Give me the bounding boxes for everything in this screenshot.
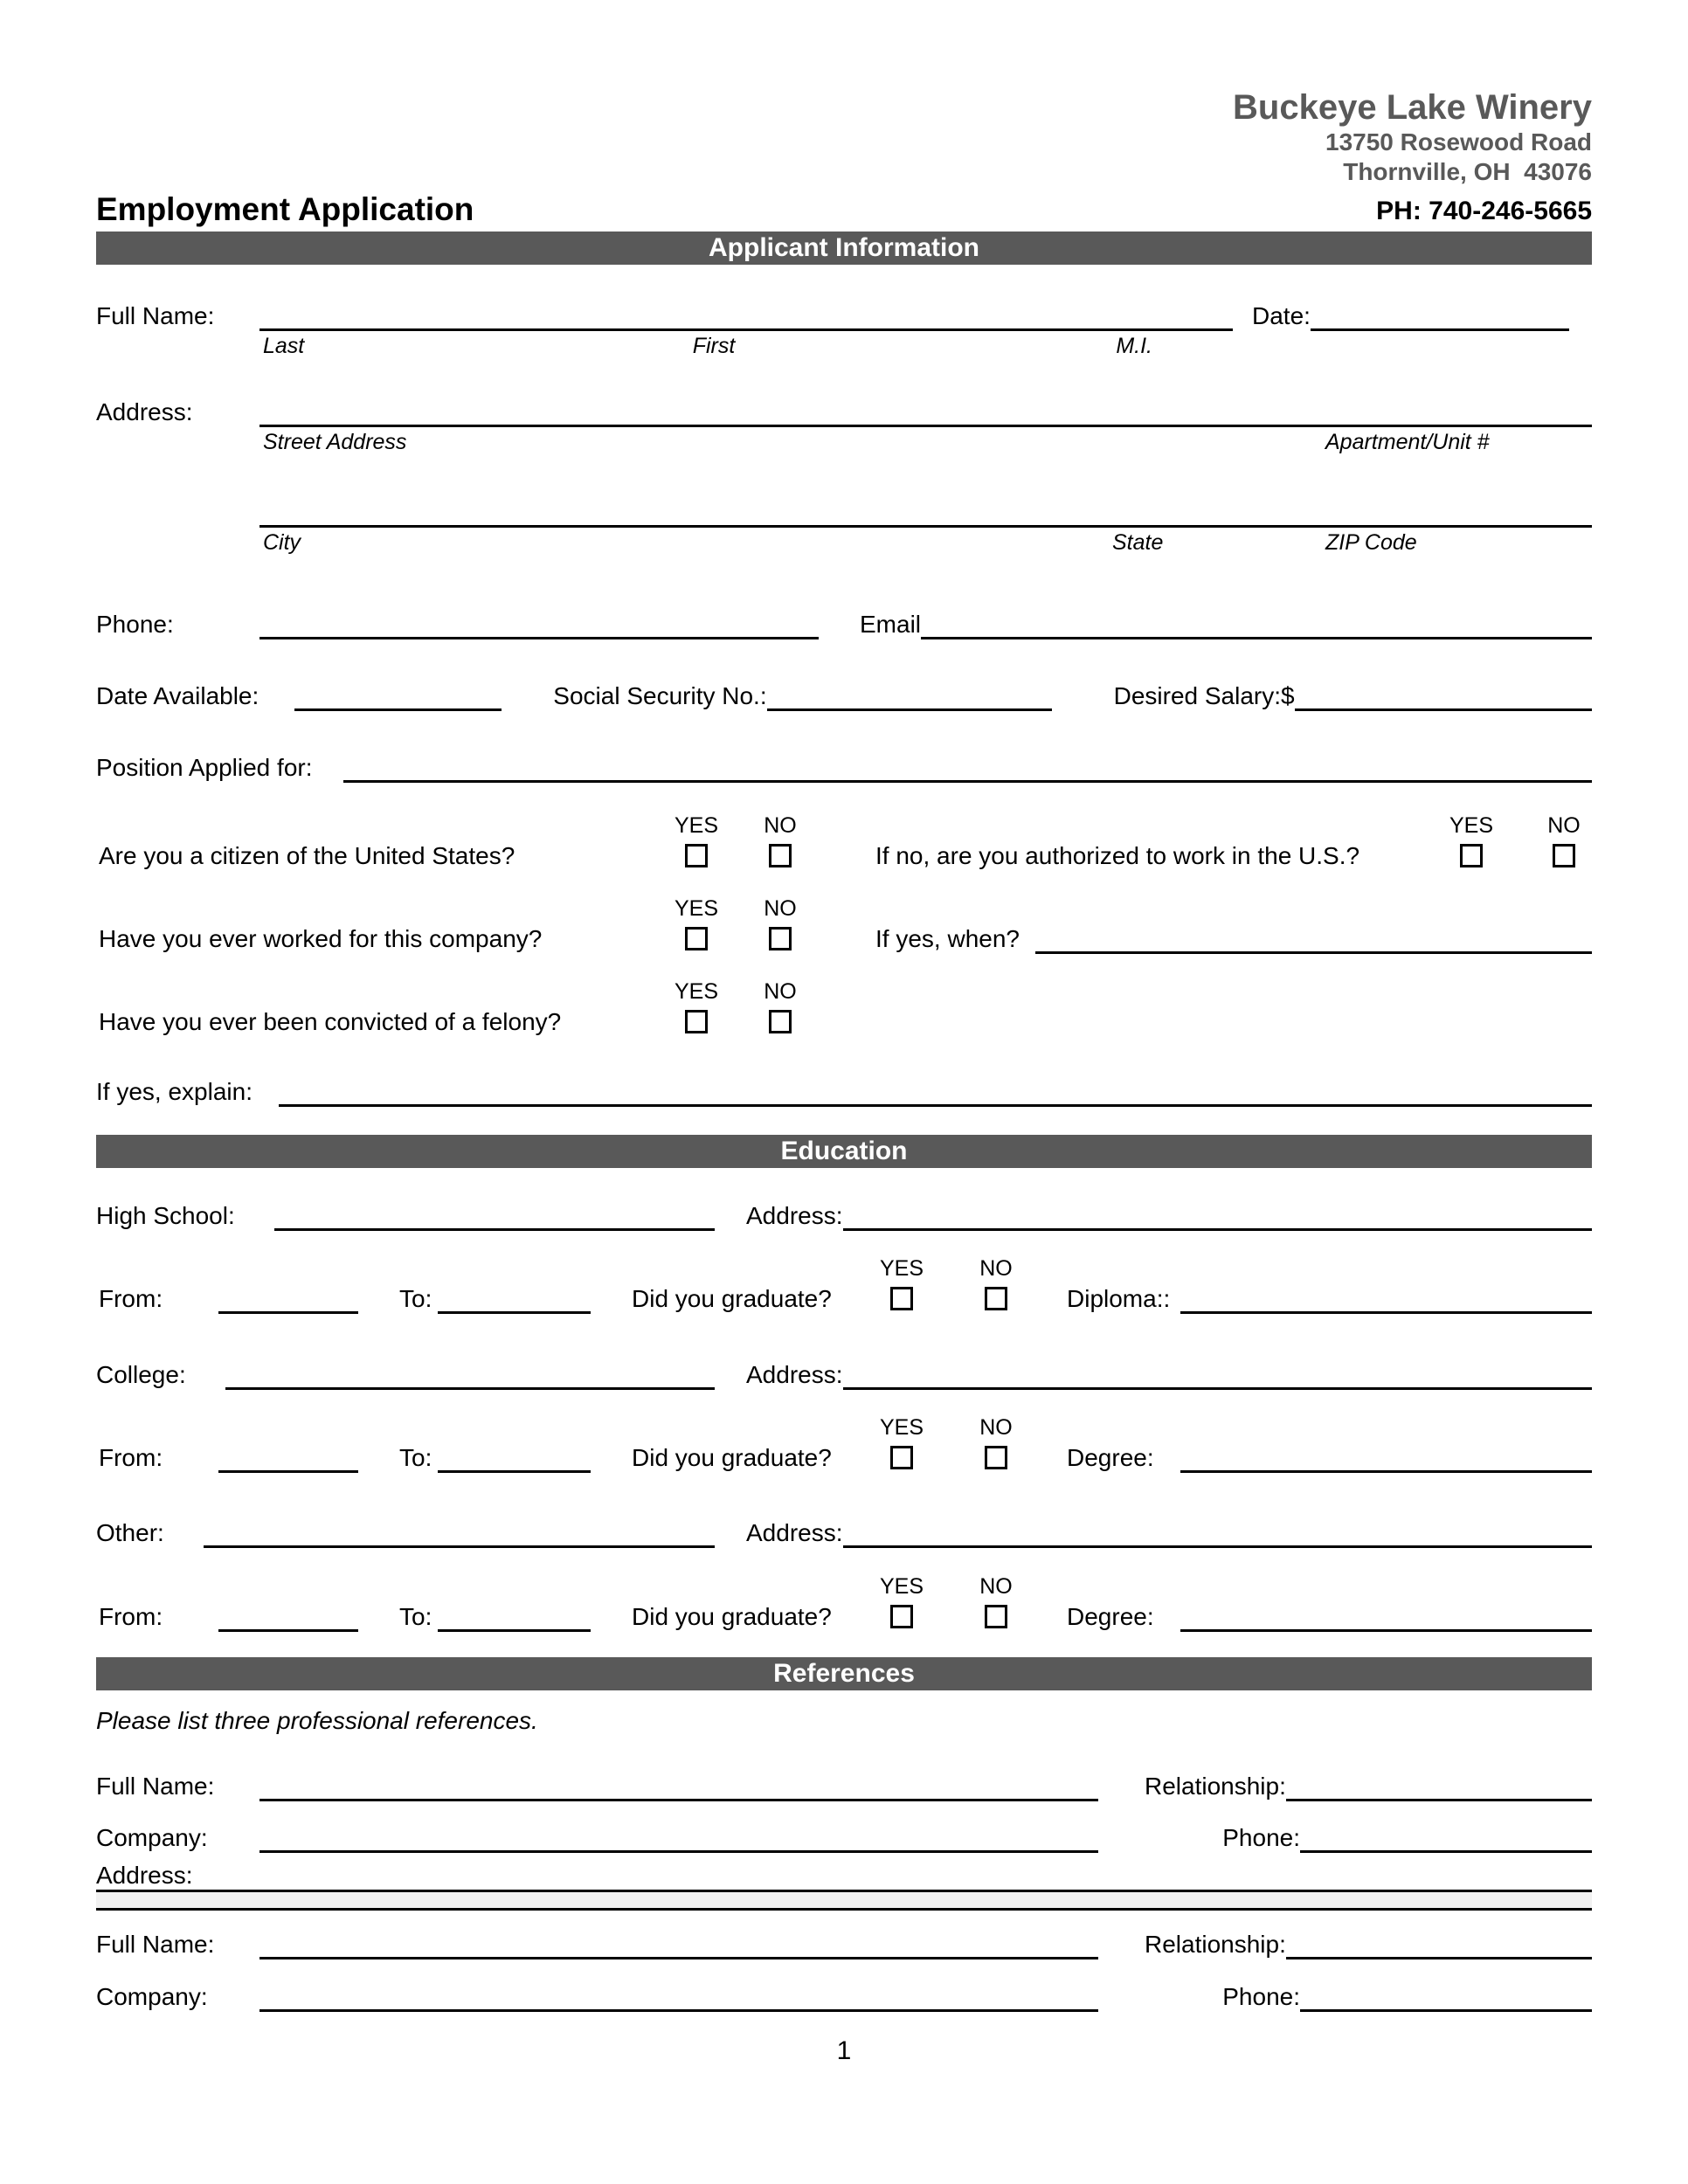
college-grad-no-checkbox[interactable] xyxy=(985,1446,1007,1469)
name-sub-first: First xyxy=(692,334,736,358)
company-phone: PH: 740-246-5665 xyxy=(1376,197,1592,225)
worked-yes-header: YES xyxy=(674,896,719,921)
date-label: Date: xyxy=(1252,302,1311,329)
form-title: Employment Application xyxy=(96,191,474,227)
state-sub: State xyxy=(1112,530,1164,555)
college-grad-label: Did you graduate? xyxy=(632,1444,832,1471)
felony-explain-label: If yes, explain: xyxy=(96,1078,253,1105)
worked-question: Have you ever worked for this company? xyxy=(99,925,543,952)
references-note: Please list three professional references. xyxy=(96,1707,538,1734)
college-from-input[interactable] xyxy=(218,1470,358,1473)
worked-yes-checkbox[interactable] xyxy=(685,927,708,950)
full-name-label: Full Name: xyxy=(96,302,215,329)
hs-from-label: From: xyxy=(99,1285,163,1312)
hs-credential-label: Diploma:: xyxy=(1067,1285,1171,1312)
college-name-input[interactable] xyxy=(225,1358,715,1390)
city-sub: City xyxy=(263,530,301,555)
ref2-relationship-input[interactable] xyxy=(1286,1927,1592,1959)
date-available-input[interactable] xyxy=(294,679,502,711)
citizen-yes-checkbox[interactable] xyxy=(685,844,708,867)
college-grad-yes-checkbox[interactable] xyxy=(890,1446,913,1469)
ref2-full-name-input[interactable] xyxy=(259,1927,1098,1959)
felony-no-checkbox[interactable] xyxy=(769,1010,792,1033)
section-bar-applicant-information: Applicant Information xyxy=(96,232,1592,265)
high-school-name-input[interactable] xyxy=(274,1199,715,1231)
position-applied-input[interactable] xyxy=(343,750,1593,783)
ref2-company-label: Company: xyxy=(96,1983,208,2010)
street-address-input[interactable] xyxy=(259,395,1592,427)
citizen-no-checkbox[interactable] xyxy=(769,844,792,867)
worked-no-header: NO xyxy=(764,896,797,921)
hs-grad-no-header: NO xyxy=(979,1256,1013,1281)
phone-label: Phone: xyxy=(96,611,174,638)
felony-question: Have you ever been convicted of a felony? xyxy=(99,1008,562,1035)
hs-from-input[interactable] xyxy=(218,1311,358,1314)
ref1-phone-input[interactable] xyxy=(1300,1821,1592,1853)
section-bar-education: Education xyxy=(96,1135,1592,1168)
ssn-label: Social Security No.: xyxy=(553,682,767,709)
college-grad-no-header: NO xyxy=(979,1415,1013,1440)
worked-no-checkbox[interactable] xyxy=(769,927,792,950)
college-grad-yes-header: YES xyxy=(879,1415,924,1440)
other-grad-no-header: NO xyxy=(979,1574,1013,1599)
college-to-input[interactable] xyxy=(438,1470,591,1473)
city-state-zip-input[interactable] xyxy=(259,495,1592,528)
ref1-address-label: Address: xyxy=(96,1862,193,1889)
ref1-full-name-input[interactable] xyxy=(259,1769,1098,1801)
worked-when-label: If yes, when? xyxy=(875,925,1020,952)
felony-yes-header: YES xyxy=(674,979,719,1004)
street-address-sub: Street Address xyxy=(263,430,407,454)
other-grad-label: Did you graduate? xyxy=(632,1603,832,1630)
college-credential-input[interactable] xyxy=(1180,1470,1592,1473)
citizen-question: Are you a citizen of the United States? xyxy=(99,842,515,869)
hs-grad-yes-checkbox[interactable] xyxy=(890,1287,913,1310)
company-header xyxy=(96,0,1592,187)
position-applied-label: Position Applied for: xyxy=(96,754,313,781)
hs-grad-label: Did you graduate? xyxy=(632,1285,832,1312)
high-school-address-input[interactable] xyxy=(843,1199,1593,1231)
date-available-label: Date Available: xyxy=(96,682,259,709)
name-sub-last: Last xyxy=(263,334,305,358)
high-school-label: High School: xyxy=(96,1202,235,1229)
felony-no-header: NO xyxy=(764,979,797,1004)
email-input[interactable] xyxy=(921,607,1592,639)
ref1-relationship-input[interactable] xyxy=(1286,1769,1592,1801)
ref2-full-name-label: Full Name: xyxy=(96,1931,215,1958)
college-credential-label: Degree: xyxy=(1067,1444,1154,1471)
date-input[interactable] xyxy=(1311,299,1569,331)
address-label: Address: xyxy=(96,398,193,425)
other-credential-label: Degree: xyxy=(1067,1603,1154,1630)
other-school-label: Other: xyxy=(96,1519,164,1546)
phone-input[interactable] xyxy=(259,607,819,639)
ref2-phone-label: Phone: xyxy=(1222,1983,1300,2010)
ref1-relationship-label: Relationship: xyxy=(1145,1773,1286,1800)
college-from-label: From: xyxy=(99,1444,163,1471)
apartment-unit-sub: Apartment/Unit # xyxy=(1325,430,1490,454)
name-sub-mi: M.I. xyxy=(1116,334,1152,358)
high-school-address-label: Address: xyxy=(746,1202,843,1229)
other-credential-input[interactable] xyxy=(1180,1629,1592,1632)
other-grad-yes-checkbox[interactable] xyxy=(890,1605,913,1628)
authorized-no-header: NO xyxy=(1547,813,1581,838)
other-grad-no-checkbox[interactable] xyxy=(985,1605,1007,1628)
felony-yes-checkbox[interactable] xyxy=(685,1010,708,1033)
full-name-input[interactable] xyxy=(259,299,1233,331)
hs-grad-yes-header: YES xyxy=(879,1256,924,1281)
other-grad-yes-header: YES xyxy=(879,1574,924,1599)
other-to-input[interactable] xyxy=(438,1629,591,1632)
ref1-company-label: Company: xyxy=(96,1824,208,1851)
email-label: Email xyxy=(860,611,922,638)
ref2-company-input[interactable] xyxy=(259,1980,1098,2012)
other-school-address-input[interactable] xyxy=(843,1516,1593,1548)
ref1-company-input[interactable] xyxy=(259,1821,1098,1853)
ref2-relationship-label: Relationship: xyxy=(1145,1931,1286,1958)
page-number: 1 xyxy=(836,2036,852,2065)
authorized-no-checkbox[interactable] xyxy=(1553,844,1575,867)
zip-sub: ZIP Code xyxy=(1325,530,1417,555)
authorized-yes-checkbox[interactable] xyxy=(1460,844,1483,867)
other-from-label: From: xyxy=(99,1603,163,1630)
ref1-phone-label: Phone: xyxy=(1222,1824,1300,1851)
felony-explain-input[interactable] xyxy=(279,1075,1592,1107)
desired-salary-input[interactable] xyxy=(1295,679,1592,711)
worked-when-input[interactable] xyxy=(1035,951,1592,954)
other-to-label: To: xyxy=(399,1603,432,1630)
desired-salary-label: Desired Salary:$ xyxy=(1113,682,1295,709)
authorized-question: If no, are you authorized to work in the U.S.? xyxy=(875,842,1360,869)
hs-grad-no-checkbox[interactable] xyxy=(985,1287,1007,1310)
authorized-yes-header: YES xyxy=(1449,813,1494,838)
hs-credential-input[interactable] xyxy=(1180,1311,1592,1314)
company-name: Buckeye Lake Winery xyxy=(1233,88,1592,127)
college-address-input[interactable] xyxy=(843,1358,1593,1390)
section-bar-references: References xyxy=(96,1657,1592,1690)
hs-to-input[interactable] xyxy=(438,1311,591,1314)
college-label: College: xyxy=(96,1361,186,1388)
company-address-line2: Thornville, OH 43076 xyxy=(1343,158,1592,185)
hs-to-label: To: xyxy=(399,1285,432,1312)
company-address-line1: 13750 Rosewood Road xyxy=(1325,128,1592,156)
other-from-input[interactable] xyxy=(218,1629,358,1632)
other-school-address-label: Address: xyxy=(746,1519,843,1546)
college-to-label: To: xyxy=(399,1444,432,1471)
citizen-no-header: NO xyxy=(764,813,797,838)
college-address-label: Address: xyxy=(746,1361,843,1388)
ref1-address-input[interactable] xyxy=(96,1890,1592,1911)
other-school-name-input[interactable] xyxy=(204,1516,715,1548)
ssn-input[interactable] xyxy=(767,679,1052,711)
ref2-phone-input[interactable] xyxy=(1300,1980,1592,2012)
ref1-full-name-label: Full Name: xyxy=(96,1773,215,1800)
citizen-yes-header: YES xyxy=(674,813,719,838)
